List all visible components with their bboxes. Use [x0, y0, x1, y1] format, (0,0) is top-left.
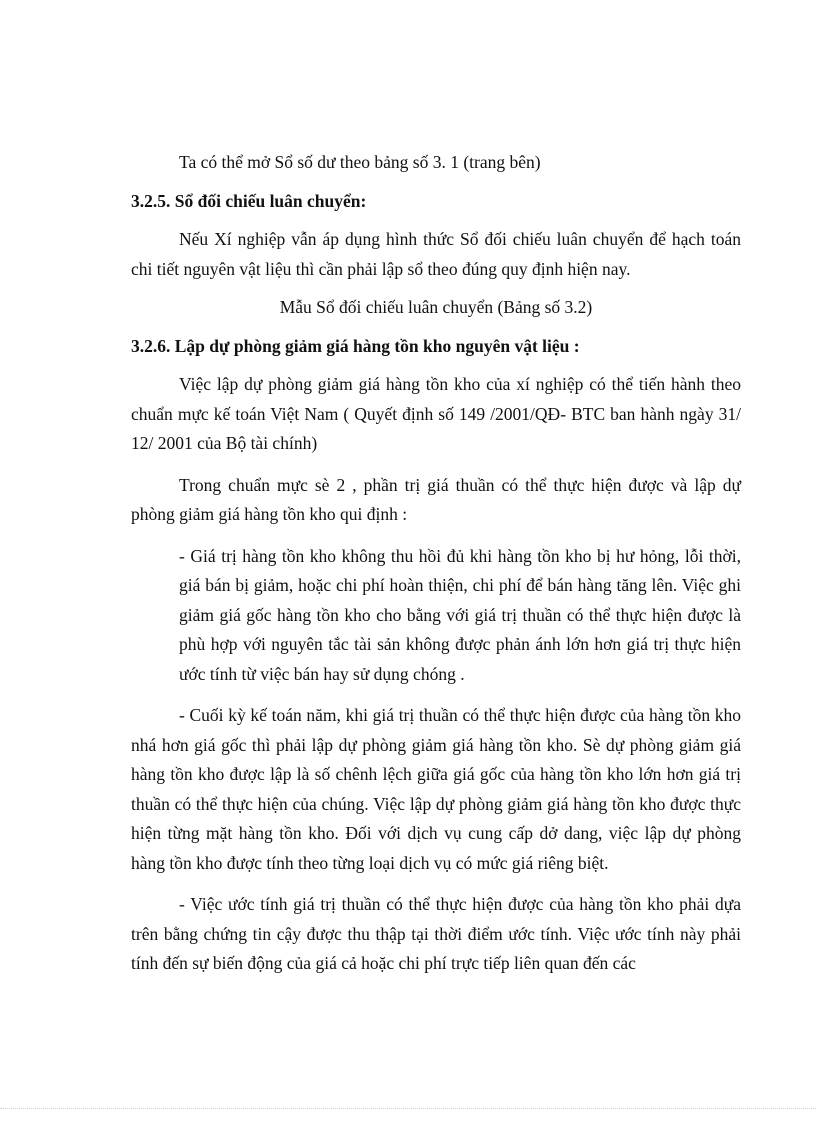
paragraph-3-2-5: Nếu Xí nghiệp vẫn áp dụng hình thức Sổ đối chiếu luân chuyển để hạch toán chi tiết nguyên vật liệu thì cần phải lập sổ theo đúng quy định hiện nay.	[131, 229, 741, 279]
intro-paragraph: Ta có thể mở Sổ số dư theo bảng số 3. 1 (trang bên)	[179, 152, 541, 172]
page-footer-divider	[0, 1108, 816, 1109]
bullet-paragraph-2: - Cuối kỳ kế toán năm, khi giá trị thuần có thể thực hiện được của hàng tồn kho nhá hơn giá gốc thì phải lập dự phòng giảm giá hàng tồn kho. Sè dự phòng giảm giá hàng tồn kho được lập là số chênh lệch giữa giá gốc của hàng tồn kho lớn hơn giá trị thuần có thể thực hiện của chúng. Việc lập dự phòng giảm giá hàng tồn kho được thực hiện từng mặt hàng tồn kho. Đối với dịch vụ cung cấp dở dang, việc lập dự phòng hàng tồn kho được tính theo từng loại dịch vụ có mức giá riêng biệt.	[131, 705, 741, 873]
paragraph-3-2-6-b: Trong chuẩn mực sè 2 , phần trị giá thuần có thể thực hiện được và lập dự phòng giảm giá hàng tồn kho qui định :	[131, 474, 741, 524]
document-body	[131, 148, 741, 979]
bullet-paragraph-3: - Việc ước tính giá trị thuần có thể thực hiện được của hàng tồn kho phải dựa trên bằng chứng tin cậy được thu thập tại thời điểm ước tính. Việc ước tính này phải tính đến sự biến động của giá cả hoặc chi phí trực tiếp liên quan đến các	[131, 894, 741, 973]
bullet-paragraph-1: - Giá trị hàng tồn kho không thu hồi đủ khi hàng tồn kho bị hư hỏng, lỗi thời, giá bán bị giảm, hoặc chi phí hoàn thiện, chi phí để bán hàng tăng lên. Việc ghi giảm giá gốc hàng tồn kho cho bằng với giá trị thuần có thể thực hiện được là phù hợp với nguyên tắc tài sản không được phản ánh lớn hơn giá trị thực hiện ước tính từ việc bán hay sử dụng chóng .	[179, 545, 741, 684]
paragraph-3-2-6-a: Việc lập dự phòng giảm giá hàng tồn kho của xí nghiệp có thể tiến hành theo chuẩn mực kế toán Việt Nam ( Quyết định số 149 /2001/QĐ- BTC ban hành ngày 31/ 12/ 2001 của Bộ tài chính)	[131, 374, 741, 453]
section-heading-3-2-6: 3.2.6. Lập dự phòng giảm giá hàng tồn kho nguyên vật liệu :	[131, 335, 580, 356]
table-caption-3-2: Mẫu Sổ đối chiếu luân chuyển (Bảng số 3.2)	[279, 297, 593, 317]
section-heading-3-2-5: 3.2.5. Sổ đối chiếu luân chuyển:	[131, 190, 367, 211]
